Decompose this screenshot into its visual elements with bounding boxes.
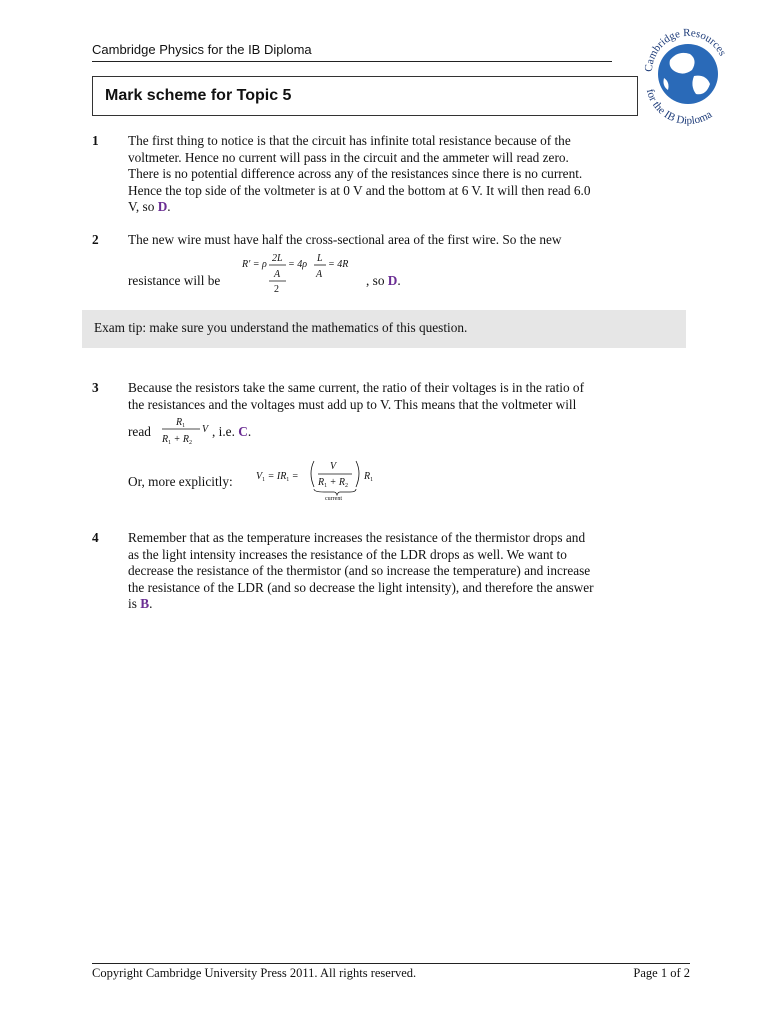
- resistance-equation: [240, 251, 368, 295]
- text-line: as the light intensity increases the resistance of the LDR drops as well. We want to: [128, 546, 567, 562]
- question-number: 3: [92, 380, 99, 395]
- question-number: 4: [92, 530, 99, 545]
- question-number: 2: [92, 232, 99, 247]
- text-line: , so: [366, 272, 388, 288]
- explicit-voltage-equation: [254, 455, 384, 501]
- text-line: Remember that as the temperature increases the resistance of the thermistor drops and: [128, 530, 586, 545]
- exam-tip-box: [82, 310, 686, 348]
- page-title: Mark scheme for Topic 5: [105, 87, 292, 104]
- logo-text-top: Cambridge Resources: [642, 26, 729, 73]
- text-line: V, so: [128, 199, 158, 214]
- cambridge-resources-logo: [636, 20, 740, 126]
- svg-text:V: V: [202, 424, 209, 435]
- svg-text:= 4ρ: = 4ρ: [288, 258, 308, 270]
- text-line: the resistances and the voltages must add up to V. This means that the voltmeter will: [128, 396, 577, 412]
- logo-text-bottom: for the IB Diploma: [643, 87, 715, 126]
- punctuation: .: [167, 199, 171, 214]
- svg-text:R1: $R_1$: [364, 471, 374, 483]
- current-label: current: [325, 496, 342, 501]
- svg-text:L: L: [317, 252, 323, 264]
- text-line: read: [128, 424, 151, 439]
- globe-icon: [658, 44, 718, 104]
- svg-text:R1 + R2: $R_1 + R_2$: [162, 434, 192, 446]
- svg-text:2L: 2L: [272, 252, 283, 264]
- svg-text:V: V: [330, 461, 337, 472]
- text-line: is: [128, 596, 141, 611]
- svg-text:2: 2: [274, 283, 279, 295]
- answer-letter: D: [157, 199, 168, 214]
- punctuation: .: [397, 272, 401, 288]
- text-line: Or, more explicitly:: [128, 474, 233, 489]
- text-line: , i.e.: [212, 424, 239, 439]
- text-line: the resistance of the LDR (and so decrease the light intensity), and therefore the answer: [128, 579, 594, 595]
- svg-text:R1: $R_1$: [176, 417, 186, 429]
- svg-text:A: A: [274, 268, 281, 280]
- svg-text:R1 + R2: $R_1 + R_2$: [318, 477, 348, 489]
- svg-text:= 4R: = 4R: [328, 258, 349, 270]
- question-number: 1: [92, 133, 99, 148]
- running-header: Cambridge Physics for the IB Diploma: [92, 42, 612, 62]
- text-line: The new wire must have half the cross-sectional area of the first wire. So the new: [128, 232, 562, 247]
- footer: [92, 963, 690, 981]
- punctuation: .: [149, 596, 153, 611]
- voltage-ratio-formula: [158, 413, 216, 449]
- svg-text:A: A: [316, 268, 323, 280]
- text-line: decrease the resistance of the thermistor (and so increase the temperature) and increase: [128, 563, 591, 578]
- answer-letter: D: [387, 272, 398, 288]
- text-line: Hence the top side of the voltmeter is at 0 V and the bottom at 6 V. It will then read 6.0: [128, 182, 591, 198]
- title-box: [92, 76, 638, 116]
- text-line: voltmeter. Hence no current will pass in the circuit and the ammeter will read zero.: [128, 149, 569, 165]
- text-line: There is no potential difference across any of the resistances since there is no current.: [128, 166, 583, 181]
- text-line: The first thing to notice is that the circuit has infinite total resistance because of the: [128, 133, 571, 148]
- page-number: Page 1 of 2: [633, 966, 690, 980]
- svg-text:V1 = IR1 =: $V_1 = IR_1$ =: [256, 471, 299, 483]
- copyright-notice: Copyright Cambridge University Press 2011. All rights reserved.: [92, 966, 417, 980]
- svg-text:R′ = ρ: R′ = ρ: [242, 258, 267, 270]
- answer-letter: C: [238, 424, 248, 439]
- answer-letter: B: [140, 596, 150, 611]
- punctuation: .: [247, 424, 252, 439]
- exam-tip-text: Exam tip: make sure you understand the mathematics of this question.: [94, 320, 468, 335]
- text-line: resistance will be: [128, 272, 221, 288]
- text-line: Because the resistors take the same current, the ratio of their voltages is in the ratio of: [128, 380, 585, 395]
